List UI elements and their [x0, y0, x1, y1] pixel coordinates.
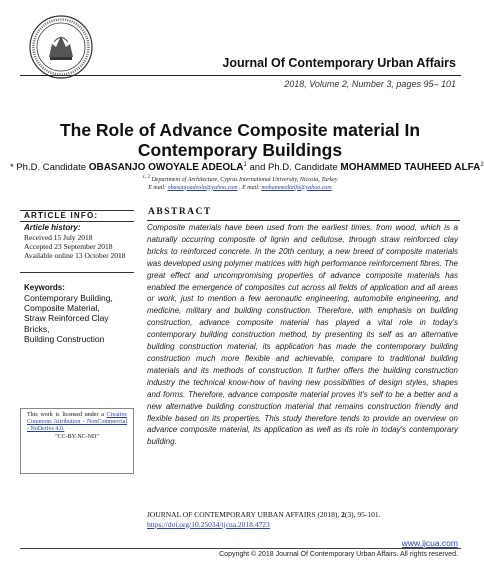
paper-title: The Role of Advance Composite material In Contemporary Buildings: [59, 120, 421, 160]
abstract-heading: ABSTRACT: [148, 207, 212, 217]
author-connector: and Ph.D. Candidate: [249, 162, 338, 174]
journal-seal-logo: [28, 14, 94, 80]
email-link-1[interactable]: obasanjoadeola@yahoo.com: [167, 184, 238, 191]
copyright-notice: Copyright © 2018 Journal Of Contemporary Urban Affairs. All rights reserved.: [219, 551, 458, 558]
journal-title: Journal Of Contemporary Urban Affairs: [222, 56, 456, 70]
author-line: [10, 162, 484, 174]
email-label-2: E mail:: [242, 184, 260, 191]
accepted-date: Accepted 23 September 2018: [24, 242, 113, 251]
article-info-heading: ARTICLE INFO:: [24, 211, 99, 220]
citation: [147, 510, 458, 529]
email-label-1: E mail:: [148, 184, 167, 191]
article-history-rule: [20, 272, 134, 273]
author-2-sup: 2: [480, 162, 484, 168]
keyword-item: Straw Reinforced Clay Bricks,: [24, 313, 109, 334]
author-2-name: MOHAMMED TAUHEED ALFA: [340, 162, 481, 174]
doi-link[interactable]: https://doi.org/10.25034/ijcua.2018.4723: [147, 519, 270, 529]
author-1-sup: 1: [243, 162, 247, 168]
license-code: "CC-BY-NC-ND": [55, 433, 99, 440]
footer-rule: [20, 548, 461, 549]
license-link[interactable]: Creative Commons Attribution - NonCommercial - NoDerivs 4.0.: [27, 412, 127, 433]
affiliation-block: $^{1, 2}$ Department of Architecture, Cyprus International University, Nicosia, Turkey E mail: obasanjoadeola@yahoo.com , E mail: mohammedtalfa@yahoo.com: [142, 175, 338, 191]
keyword-item: Building Construction: [24, 333, 105, 344]
affiliation-sup: 1, 2: [142, 175, 150, 180]
received-date: Received 15 July 2018: [24, 233, 93, 242]
license-box: [20, 408, 134, 474]
article-history-title: Article history:: [24, 223, 81, 232]
available-date: Available online 13 October 2018: [24, 251, 126, 260]
email-link-2[interactable]: mohammedtalfa@yahoo.com: [261, 184, 332, 191]
website-link[interactable]: www.ijcua.com: [401, 538, 458, 548]
volume-info: 2018, Volume 2, Number 3, pages 95– 101: [284, 79, 456, 89]
affiliation-text: Department of Architecture, Cyprus International University, Nicosia, Turkey: [151, 177, 338, 183]
header-divider: [20, 75, 461, 76]
keywords-list: [24, 293, 134, 344]
citation-volume: 2: [341, 510, 345, 519]
author-1-prefix: * Ph.D. Candidate: [10, 162, 87, 174]
article-info-rule: [20, 221, 134, 222]
author-1-name: OBASANJO OWOYALE ADEOLA: [88, 162, 244, 174]
keywords-title: Keywords:: [24, 283, 65, 292]
abstract-rule: [147, 220, 460, 221]
citation-journal: JOURNAL OF CONTEMPORARY URBAN AFFAIRS (2018),: [147, 510, 342, 519]
license-text: This work is licensed under a: [27, 412, 104, 418]
citation-rest: (3), 95-101.: [344, 510, 381, 519]
abstract-text: Composite materials have been used from the earliest times, from wood, which is a naturally occurring composite of lignin and cellulose, through straw reinforced clay bricks to reinforced concrete. In the 20th century, a new breed of composite materials was developed using polymer matrices with high performance reinforcement fibres. The great effect and uncompromising properties of advance composite materials has enabled the emergence of composites cut across all fields of application and all areas or work, just to mention a few aeronautic engineering, automobile engineering, and medicine, military and building construction. Therefore, with emphasis on building construction, advance composite material has played a vital role in today's contemporary building construction method, by presenting its self as an alternative building construction material, its application has made the contemporary building construction much more flexible and achievable, compare to traditional building materials and its methods of construction. It further offers the building construction industry the technical know-how of having new possibilities of design styles, shapes and forms. Therefore, advance composite material proves it's self to be a better and a new alternative building construction material that remains construction friendly and flexible based on its properties. This study therefore tends to provide an overview on advance composite material, its application as well as its role in today's contemporary building.: [147, 223, 458, 447]
keyword-item: Contemporary Building, Composite Material,: [24, 293, 113, 314]
